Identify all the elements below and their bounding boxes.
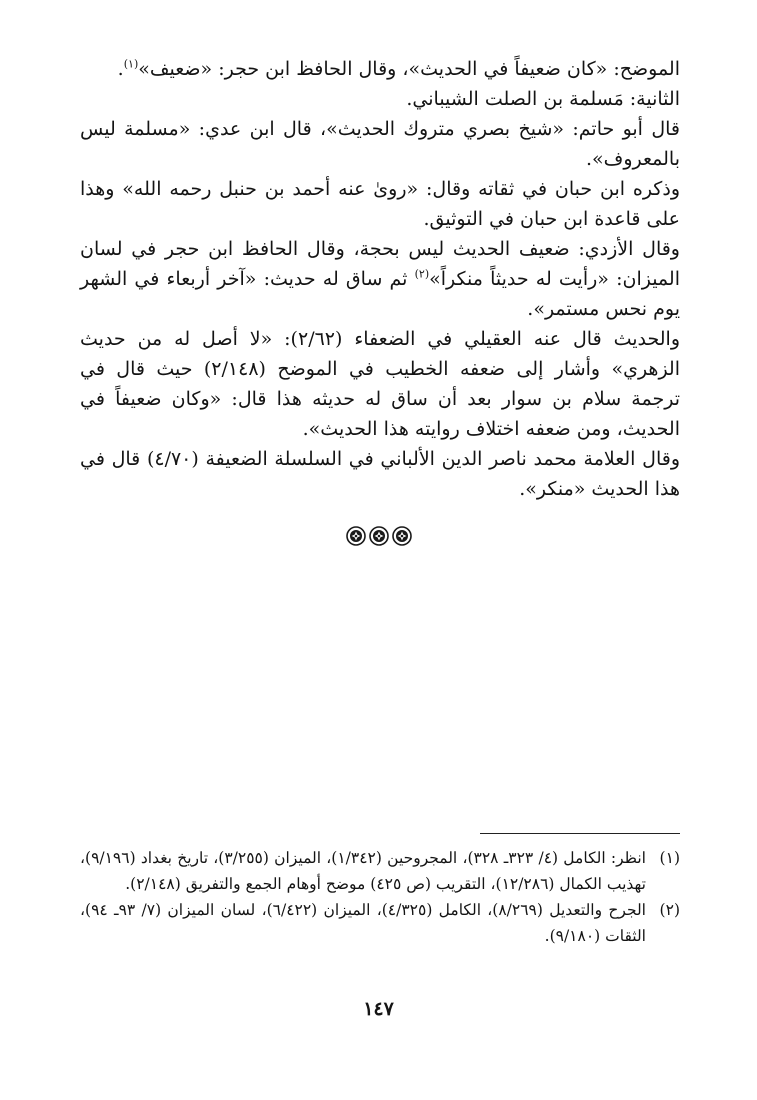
footnote-separator <box>480 833 680 834</box>
page-number: ١٤٧ <box>363 998 394 1020</box>
text-line <box>80 54 680 84</box>
footnote-ref: (١) <box>123 57 139 71</box>
text-line: الثانية: مَسلمة بن الصلت الشيباني. <box>406 88 680 110</box>
footnote-text: الجرح والتعديل (٨/٢٦٩)، الكامل (٤/٣٢٥)، الميزان (٦/٤٢٢)، لسان الميزان (٧/ ٩٣ـ ٩٤)، الثقات (٩/١٨٠). <box>80 901 646 945</box>
text-span: ثم ساق له حديث: «آخر أربعاء في الشهر يوم نحس مستمر». <box>80 268 680 320</box>
footnote <box>80 897 680 949</box>
footnote-number: (١) <box>659 849 680 867</box>
text-span: الموضح: «كان ضعيفاً في الحديث»، وقال الحافظ ابن حجر: «ضعيف» <box>138 58 680 80</box>
main-text <box>80 54 680 504</box>
footnote <box>80 845 680 897</box>
text-span: وقال الأزدي: ضعيف الحديث ليس بحجة، وقال الحافظ ابن حجر في لسان الميزان: «رأيت له حديثاً منكراً» <box>80 238 680 290</box>
text-line <box>80 234 680 324</box>
footnote-number: (٢) <box>659 901 680 919</box>
text-line: والحديث قال عنه العقيلي في الضعفاء (٢/٦٢): «لا أصل له من حديث الزهري» وأشار إلى ضعفه الخطيب في الموضح (٢/١٤٨) حيث قال في ترجمة سلام بن سوار بعد أن ساق له حديثه هذا قال: «وكان ضعيفاً في الحديث، ومن ضعفه اختلاف روايته هذا الحديث». <box>80 328 680 440</box>
floral-ornament-icon <box>369 526 389 546</box>
footnote-text: انظر: الكامل (٤/ ٣٢٣ـ ٣٢٨)، المجروحين (١/٣٤٢)، الميزان (٣/٢٥٥)، تاريخ بغداد (٩/١٩٦)، تهذيب الكمال (١٢/٢٨٦)، التقريب (ص ٤٢٥) موضح أوهام الجمع والتفريق (٢/١٤٨). <box>80 849 646 893</box>
text-span: . <box>117 58 124 80</box>
footnotes <box>80 845 680 949</box>
floral-ornament-icon <box>346 526 366 546</box>
text-line: قال أبو حاتم: «شيخ بصري متروك الحديث»، قال ابن عدي: «مسلمة ليس بالمعروف». <box>80 118 680 170</box>
text-line: وقال العلامة محمد ناصر الدين الألباني في السلسلة الضعيفة (٤/٧٠) قال في هذا الحديث «منكر». <box>80 448 680 500</box>
footnote-ref: (٢) <box>414 267 430 281</box>
text-line: وذكره ابن حبان في ثقاته وقال: «روىٰ عنه أحمد بن حنبل رحمه الله» وهذا على قاعدة ابن حبان في التوثيق. <box>80 178 680 230</box>
section-divider-ornament <box>0 526 757 546</box>
floral-ornament-icon <box>392 526 412 546</box>
